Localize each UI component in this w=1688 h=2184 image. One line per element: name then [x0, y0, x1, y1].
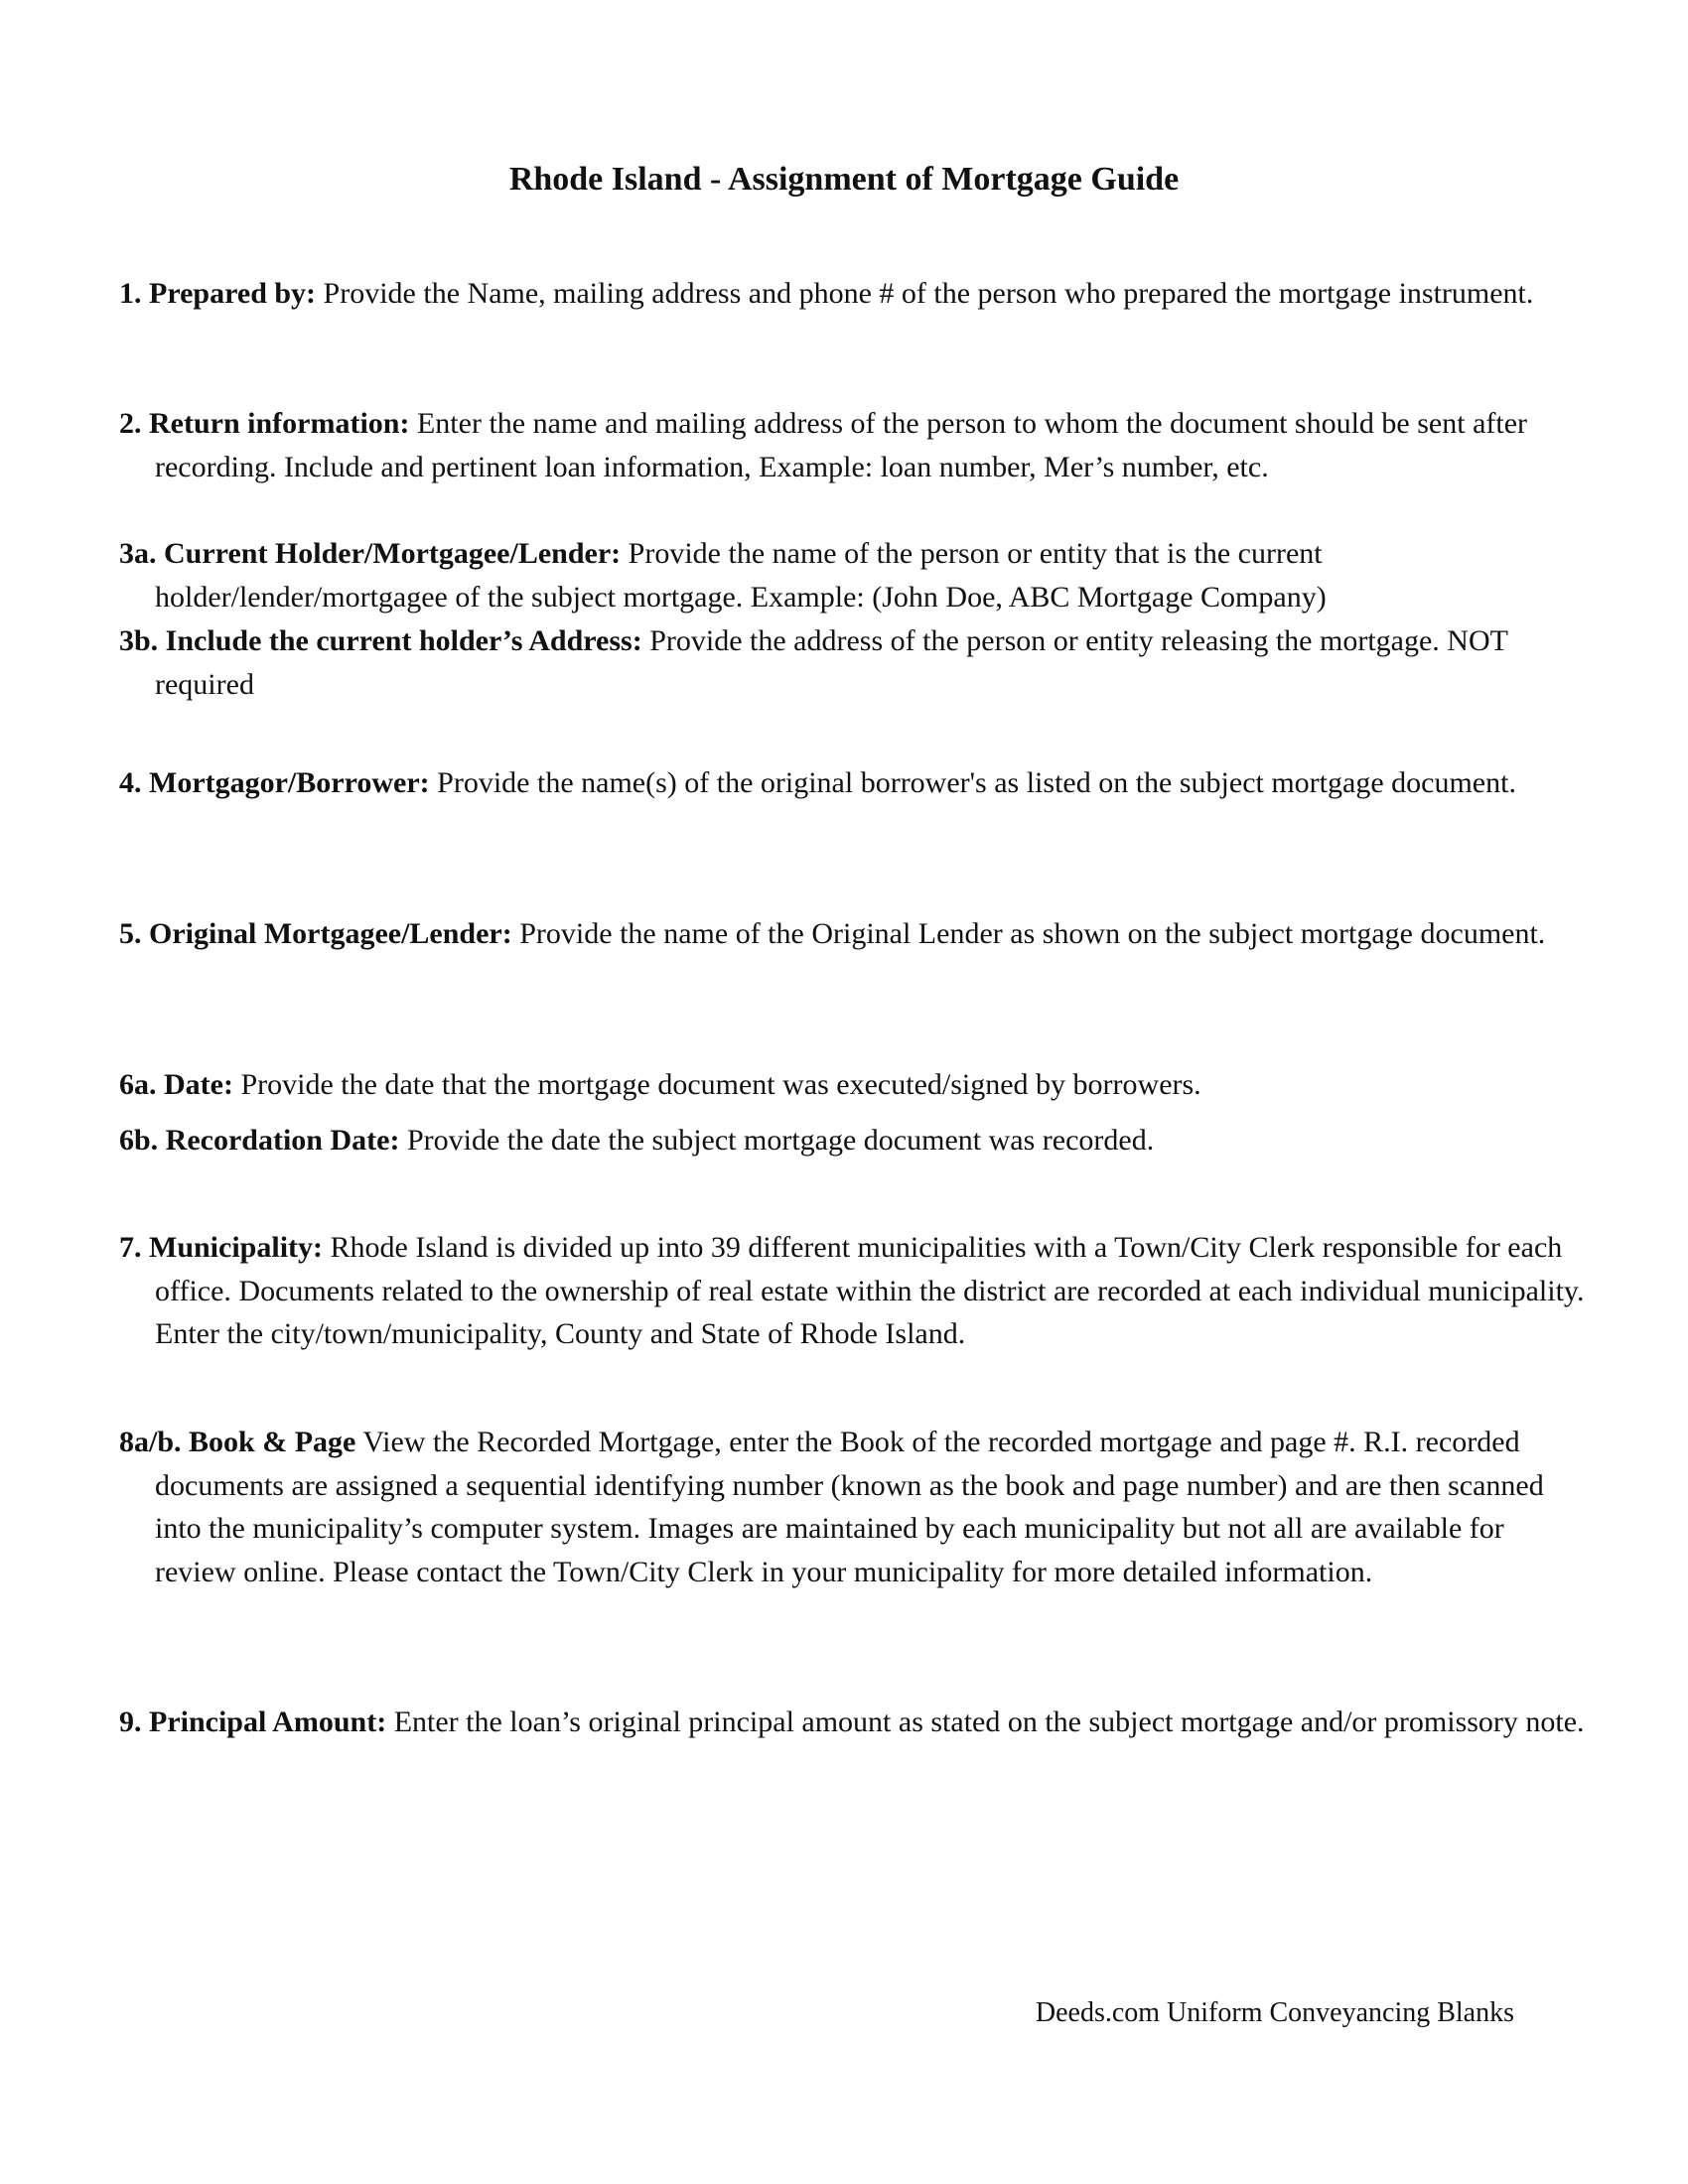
- item-text: View the Recorded Mortgage, enter the Book of the recorded mortgage and page #. R.I. recorded documents are assigned a sequential identifying number (known as the book and page number) and are then scanned into the municipality’s computer system. Images are maintained by each municipality but not all are available for review online. Please contact the Town/City Clerk in your municipality for more detailed information.: [155, 1426, 1544, 1588]
- item-label: 5. Original Mortgagee/Lender:: [119, 917, 512, 950]
- item-text: Provide the date the subject mortgage document was recorded.: [399, 1124, 1155, 1157]
- item-label: 7. Municipality:: [119, 1231, 324, 1264]
- page-footer: Deeds.com Uniform Conveyancing Blanks: [1035, 1997, 1514, 2028]
- item-text: Enter the loan’s original principal amount as stated on the subject mortgage and/or promissory note.: [386, 1706, 1585, 1738]
- item-text: Provide the address of the person or entity releasing the mortgage. NOT required: [155, 624, 1508, 701]
- item-label: 2. Return information:: [119, 407, 410, 440]
- item-label: 6a. Date:: [119, 1068, 233, 1101]
- item-text: Rhode Island is divided up into 39 different municipalities with a Town/City Clerk responsible for each office. Documents related to the ownership of real estate within the district are recorded at each individual municipality. Enter the city/town/municipality, County and State of Rhode Island.: [155, 1231, 1585, 1350]
- item-mortgagor-borrower: [119, 761, 1589, 805]
- item-text: Provide the date that the mortgage document was executed/signed by borrowers.: [232, 1068, 1201, 1101]
- item-principal-amount: [119, 1701, 1589, 1744]
- item-label: 3b. Include the current holder’s Address:: [119, 624, 642, 657]
- item-current-holder: [119, 532, 1589, 618]
- page-title: Rhode Island - Assignment of Mortgage Guide: [508, 161, 1180, 198]
- item-label: 3a. Current Holder/Mortgagee/Lender:: [119, 537, 622, 570]
- item-date: [119, 1063, 1589, 1107]
- item-label: 9. Principal Amount:: [119, 1706, 387, 1738]
- item-original-mortgagee: [119, 912, 1589, 956]
- item-book-and-page: [119, 1421, 1589, 1593]
- item-label: 4. Mortgagor/Borrower:: [119, 766, 430, 799]
- item-text: Provide the name(s) of the original borrower's as listed on the subject mortgage document.: [429, 766, 1516, 799]
- item-label: 6b. Recordation Date:: [119, 1124, 400, 1157]
- item-recordation-date: [119, 1119, 1589, 1162]
- item-label: 1. Prepared by:: [119, 277, 317, 310]
- item-text: Enter the name and mailing address of the person to whom the document should be sent after recording. Include and pertinent loan information, Example: loan number, Mer’s number, etc.: [155, 407, 1528, 483]
- item-text: Provide the name of the Original Lender as shown on the subject mortgage document.: [511, 917, 1546, 950]
- item-label: 8a/b. Book & Page: [119, 1426, 356, 1458]
- item-text: Provide the Name, mailing address and phone # of the person who prepared the mortgage instrument.: [316, 277, 1534, 310]
- item-prepared-by: [119, 272, 1589, 316]
- item-municipality: [119, 1226, 1589, 1356]
- item-current-holder-address: [119, 619, 1589, 706]
- item-return-information: [119, 402, 1589, 488]
- item-text: Provide the name of the person or entity that is the current holder/lender/mortgagee of the subject mortgage. Example: (John Doe, ABC Mortgage Company): [155, 537, 1327, 614]
